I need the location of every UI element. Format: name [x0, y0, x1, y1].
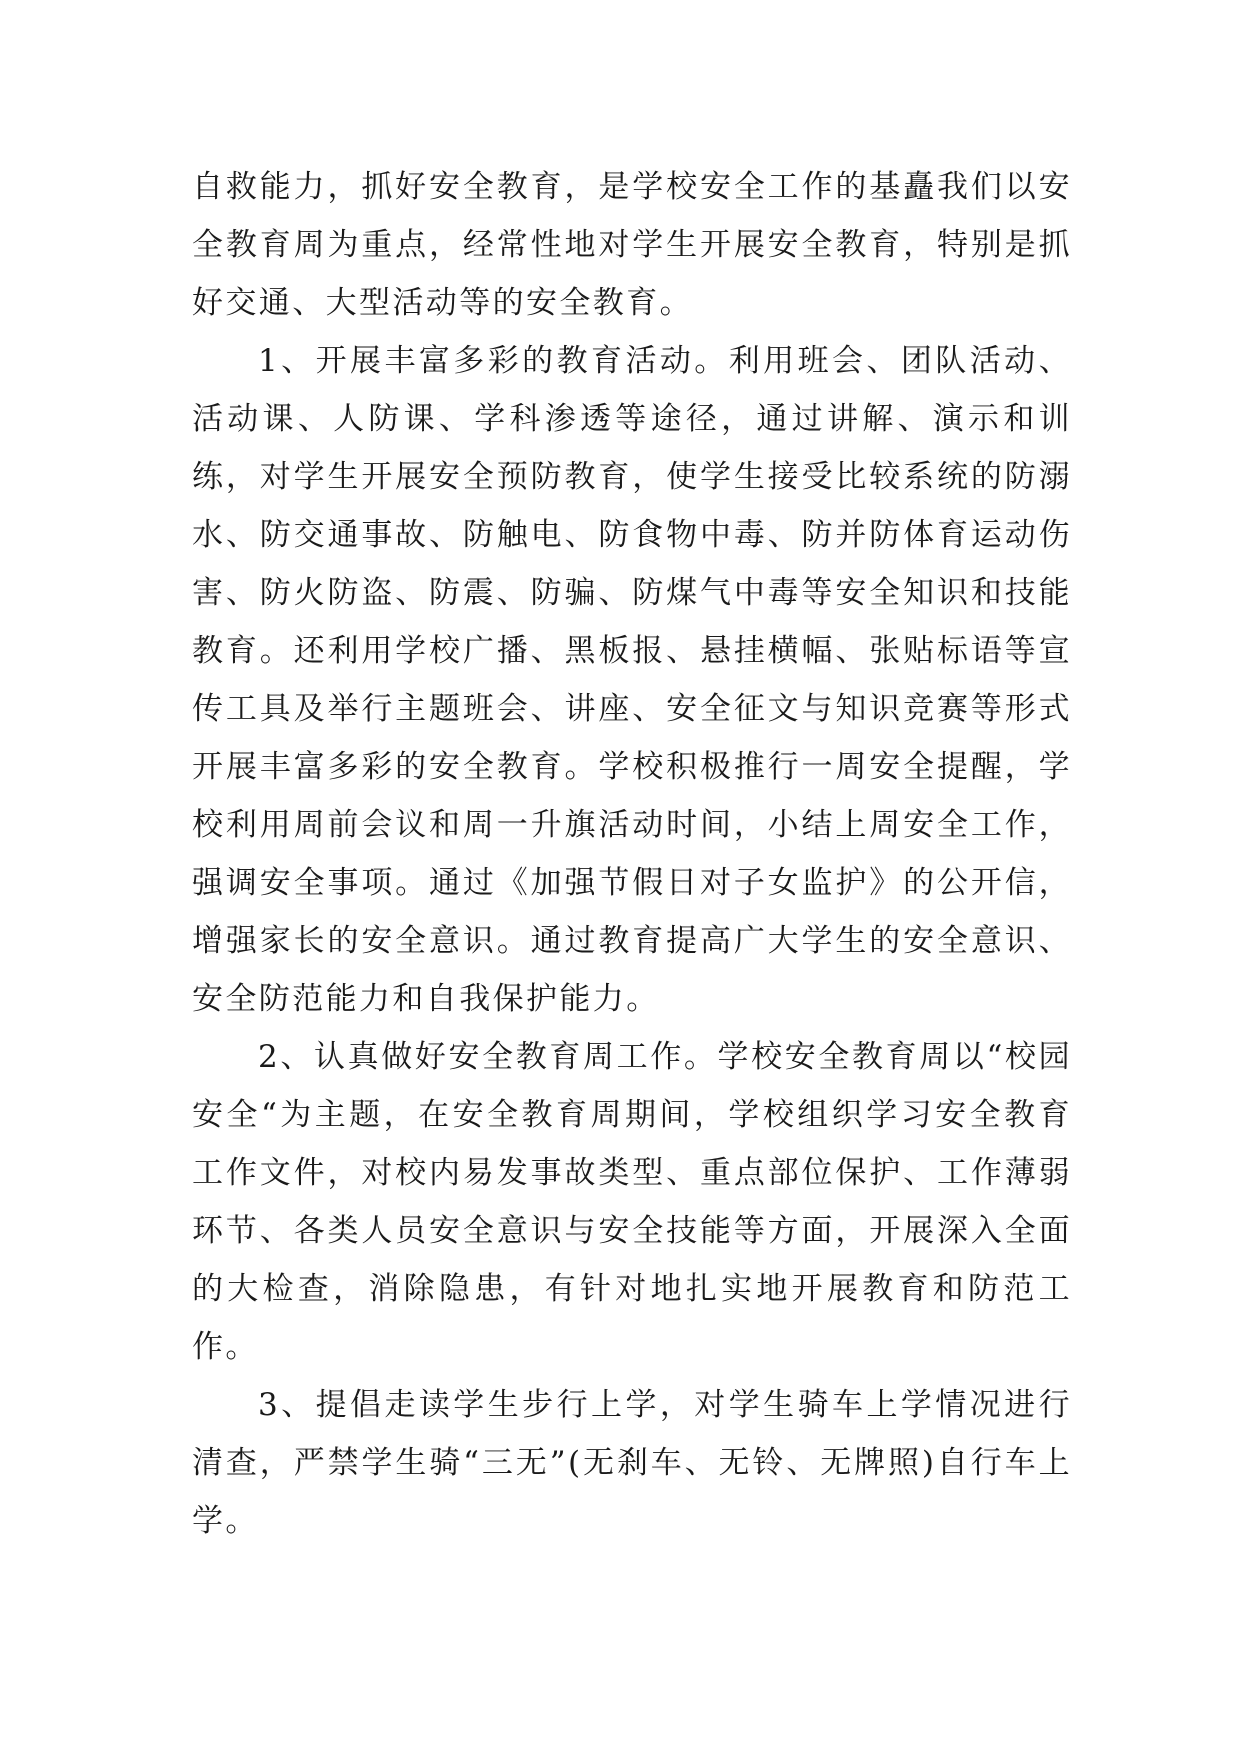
- paragraph-item-1: 1、开展丰富多彩的教育活动。利用班会、团队活动、活动课、人防课、学科渗透等途径，通过讲解、演示和训练，对学生开展安全预防教育，使学生接受比较系统的防溺水、防交通事故、防触电、防食物中毒、防并防体育运动伤害、防火防盗、防震、防骗、防煤气中毒等安全知识和技能教育。还利用学校广播、黑板报、悬挂横幅、张贴标语等宣传工具及举行主题班会、讲座、安全征文与知识竞赛等形式开展丰富多彩的安全教育。学校积极推行一周安全提醒，学校利用周前会议和周一升旗活动时间，小结上周安全工作，强调安全事项。通过《加强节假日对子女监护》的公开信，增强家长的安全意识。通过教育提高广大学生的安全意识、安全防范能力和自我保护能力。: [192, 343, 1072, 1017]
- paragraph-item-3: 3、提倡走读学生步行上学，对学生骑车上学情况进行清查，严禁学生骑“三无”(无刹车、无铃、无牌照)自行车上学。: [192, 1387, 1072, 1539]
- paragraph-continuation: 自救能力，抓好安全教育，是学校安全工作的基矗我们以安全教育周为重点，经常性地对学生开展安全教育，特别是抓好交通、大型活动等的安全教育。: [192, 169, 1072, 321]
- paragraph-item-2: 2、认真做好安全教育周工作。学校安全教育周以“校园安全“为主题，在安全教育周期间，学校组织学习安全教育工作文件，对校内易发事故类型、重点部位保护、工作薄弱环节、各类人员安全意识与安全技能等方面，开展深入全面的大检查，消除隐患，有针对地扎实地开展教育和防范工作。: [192, 1039, 1072, 1365]
- document-page: [192, 158, 1072, 1550]
